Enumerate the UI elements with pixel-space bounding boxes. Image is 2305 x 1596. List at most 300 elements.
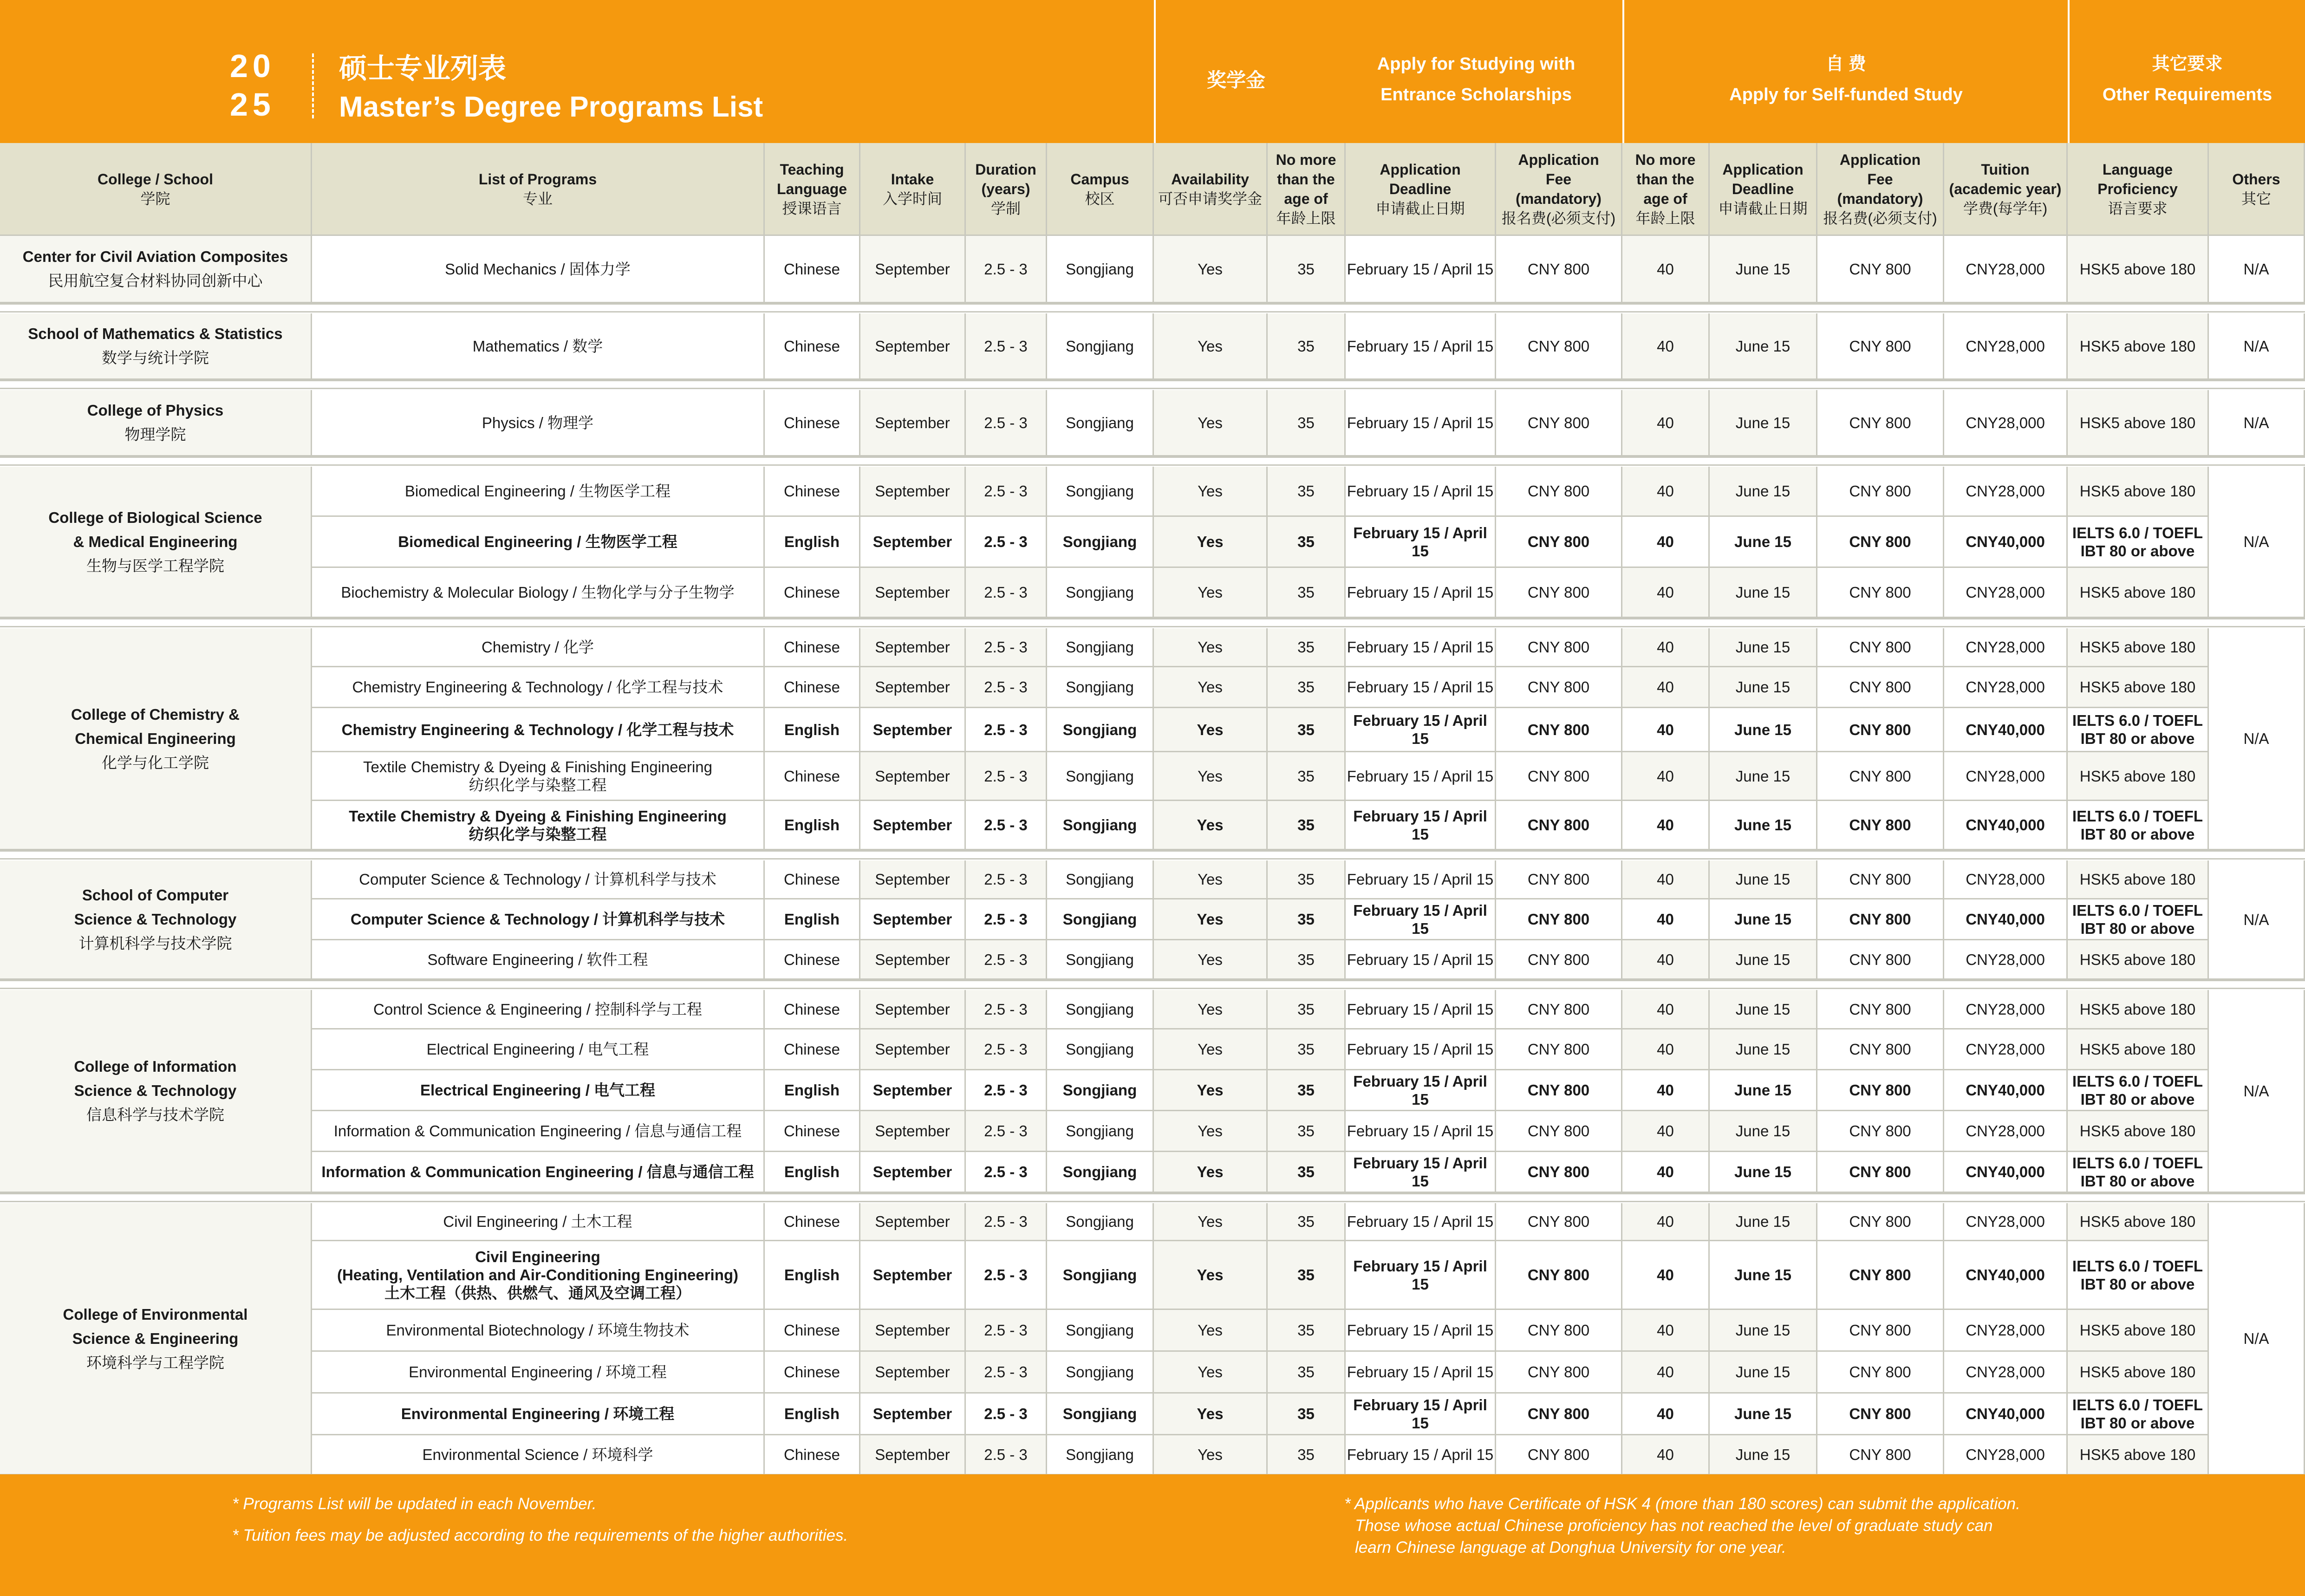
selffunded-deadline-cell: June 15 [1710,752,1817,801]
program-cell: Textile Chemistry & Dyeing & Finishing Engineering 纺织化学与染整工程 [312,801,765,850]
column-header [0,143,312,236]
tuition-cell: CNY28,000 [1944,1352,2068,1394]
scholarship-deadline-cell: February 15 / April 15 [1346,236,1496,303]
selffunded-fee-cell: CNY 800 [1817,1203,1944,1241]
tuition-cell: CNY28,000 [1944,940,2068,980]
selffunded-fee-cell: CNY 800 [1817,1241,1944,1310]
scholarship-age-limit-cell: 35 [1268,899,1346,940]
college-name-cn: 生物与医学工程学院 [86,557,224,574]
scholarship-deadline-cell: February 15 / April 15 [1346,1111,1496,1152]
selffunded-fee-cell: CNY 800 [1817,517,1944,568]
duration-cell: 2.5 - 3 [966,940,1047,980]
tuition-cell: CNY28,000 [1944,990,2068,1029]
scholarship-age-limit-cell: 35 [1268,940,1346,980]
duration-cell: 2.5 - 3 [966,899,1047,940]
campus-cell: Songjiang [1047,1352,1154,1394]
selffunded-age-limit-cell: 40 [1622,940,1710,980]
selffunded-age-limit-cell: 40 [1622,1352,1710,1394]
group-separator [0,380,2305,389]
scholarship-fee-cell: CNY 800 [1496,1029,1622,1070]
college-name-en: College of Environmental Science & Engineering [63,1305,248,1347]
duration-cell: 2.5 - 3 [966,1241,1047,1310]
scholarship-deadline-cell: February 15 / April 15 [1346,1435,1496,1475]
scholarship-availability-cell: Yes [1154,517,1268,568]
group-separator [0,618,2305,627]
language-proficiency-cell: HSK5 above 180 [2068,1352,2209,1394]
teaching-language-cell: Chinese [765,628,860,667]
other-group-header [2070,0,2305,143]
column-header [966,143,1047,236]
column-header-en: Others [2232,170,2280,188]
scholarship-availability-cell: Yes [1154,1241,1268,1310]
selffunded-age-limit-cell: 40 [1622,801,1710,850]
language-proficiency-cell: HSK5 above 180 [2068,390,2209,456]
column-header-en: No more than the age of [1276,151,1336,207]
campus-cell: Songjiang [1047,236,1154,303]
others-cell: N/A [2209,390,2305,456]
selffunded-age-limit-cell: 40 [1622,628,1710,667]
selffunded-deadline-cell: June 15 [1710,1029,1817,1070]
intake-cell: September [860,390,966,456]
scholarship-age-limit-cell: 35 [1268,1435,1346,1475]
scholarship-availability-cell: Yes [1154,1352,1268,1394]
program-cell: Environmental Engineering / 环境工程 [312,1352,765,1394]
campus-cell: Songjiang [1047,708,1154,752]
column-header [1944,143,2068,236]
college-name-cell [0,390,312,456]
tuition-cell: CNY28,000 [1944,1203,2068,1241]
tuition-cell: CNY28,000 [1944,313,2068,380]
college-name-cell [0,990,312,1193]
tuition-cell: CNY28,000 [1944,568,2068,618]
column-header [312,143,765,236]
duration-cell: 2.5 - 3 [966,1111,1047,1152]
campus-cell: Songjiang [1047,860,1154,899]
selffunded-deadline-cell: June 15 [1710,1203,1817,1241]
duration-cell: 2.5 - 3 [966,1352,1047,1394]
college-name-cell [0,860,312,980]
selffunded-age-limit-cell: 40 [1622,860,1710,899]
scholarship-age-limit-cell: 35 [1268,1152,1346,1193]
language-proficiency-cell: HSK5 above 180 [2068,667,2209,708]
scholarship-deadline-cell: February 15 / April 15 [1346,390,1496,456]
selffunded-fee-cell: CNY 800 [1817,667,1944,708]
scholarship-deadline-cell: February 15 / April 15 [1346,708,1496,752]
scholarship-age-limit-cell: 35 [1268,708,1346,752]
column-header-cn: 学院 [140,190,170,207]
selffunded-age-limit-cell: 40 [1622,1111,1710,1152]
program-cell: Civil Engineering (Heating, Ventilation and Air-Conditioning Engineering) 土木工程（供热、供燃气、通风及空调工程） [312,1241,765,1310]
scholarship-age-limit-cell: 35 [1268,1203,1346,1241]
column-header-en: Application Deadline [1380,161,1461,197]
tuition-cell: CNY40,000 [1944,1070,2068,1111]
selffunded-fee-cell: CNY 800 [1817,1435,1944,1475]
college-name-en: School of Computer Science & Technology [74,886,237,928]
scholarship-fee-cell: CNY 800 [1496,628,1622,667]
footer-banner [0,1474,2305,1596]
scholarship-fee-cell: CNY 800 [1496,752,1622,801]
college-name-en: College of Physics [87,402,224,419]
college-name-cn: 化学与化工学院 [102,754,209,771]
selffunded-deadline-cell: June 15 [1710,1394,1817,1435]
scholarship-deadline-cell: February 15 / April 15 [1346,313,1496,380]
scholarship-age-limit-cell: 35 [1268,801,1346,850]
scholarship-availability-cell: Yes [1154,236,1268,303]
other-title-cn: 其它要求 [2152,54,2223,74]
scholarship-fee-cell: CNY 800 [1496,568,1622,618]
scholarship-deadline-cell: February 15 / April 15 [1346,628,1496,667]
selffunded-deadline-cell: June 15 [1710,1241,1817,1310]
program-cell: Chemistry Engineering & Technology / 化学工程与技术 [312,708,765,752]
footer-note: * Applicants who have Certificate of HSK 4 (more than 180 scores) can submit the application. [1344,1495,2020,1513]
scholarship-availability-cell: Yes [1154,1111,1268,1152]
duration-cell: 2.5 - 3 [966,667,1047,708]
selffunded-age-limit-cell: 40 [1622,568,1710,618]
scholarship-age-limit-cell: 35 [1268,313,1346,380]
duration-cell: 2.5 - 3 [966,752,1047,801]
program-cell: Physics / 物理学 [312,390,765,456]
scholarship-deadline-cell: February 15 / April 15 [1346,517,1496,568]
selffunded-fee-cell: CNY 800 [1817,236,1944,303]
selffunded-deadline-cell: June 15 [1710,1152,1817,1193]
tuition-cell: CNY28,000 [1944,628,2068,667]
teaching-language-cell: Chinese [765,1203,860,1241]
program-cell: Environmental Science / 环境科学 [312,1435,765,1475]
title-divider [312,53,314,118]
selffunded-deadline-cell: June 15 [1710,1310,1817,1352]
language-proficiency-cell: HSK5 above 180 [2068,1203,2209,1241]
intake-cell: September [860,752,966,801]
intake-cell: September [860,628,966,667]
others-cell: N/A [2209,1203,2305,1475]
teaching-language-cell: English [765,801,860,850]
language-proficiency-cell: IELTS 6.0 / TOEFL IBT 80 or above [2068,1241,2209,1310]
selffunded-deadline-cell: June 15 [1710,517,1817,568]
tuition-cell: CNY40,000 [1944,1394,2068,1435]
selffunded-fee-cell: CNY 800 [1817,940,1944,980]
column-header [2209,143,2305,236]
college-name-cell [0,628,312,850]
teaching-language-cell: Chinese [765,1111,860,1152]
selffunded-age-limit-cell: 40 [1622,1241,1710,1310]
selffunded-age-limit-cell: 40 [1622,1152,1710,1193]
column-header-en: Language Proficiency [2097,161,2178,197]
column-header-en: Teaching Language [776,161,847,197]
scholarship-fee-cell: CNY 800 [1496,1070,1622,1111]
scholarship-availability-cell: Yes [1154,313,1268,380]
campus-cell: Songjiang [1047,1029,1154,1070]
intake-cell: September [860,1070,966,1111]
intake-cell: September [860,708,966,752]
column-header [860,143,966,236]
college-name-en: College of Biological Science & Medical Engineering [48,508,262,550]
selffunded-fee-cell: CNY 800 [1817,628,1944,667]
scholarship-age-limit-cell: 35 [1268,568,1346,618]
selffunded-deadline-cell: June 15 [1710,390,1817,456]
scholarship-availability-cell: Yes [1154,667,1268,708]
scholarship-age-limit-cell: 35 [1268,1241,1346,1310]
college-name-en: College of Chemistry & Chemical Engineering [71,705,240,747]
campus-cell: Songjiang [1047,313,1154,380]
scholarship-fee-cell: CNY 800 [1496,990,1622,1029]
selffunded-age-limit-cell: 40 [1622,990,1710,1029]
program-cell: Electrical Engineering / 电气工程 [312,1029,765,1070]
selffunded-fee-cell: CNY 800 [1817,467,1944,517]
duration-cell: 2.5 - 3 [966,1203,1047,1241]
scholarship-fee-cell: CNY 800 [1496,860,1622,899]
selffunded-age-limit-cell: 40 [1622,1203,1710,1241]
scholarship-fee-cell: CNY 800 [1496,1241,1622,1310]
selffunded-fee-cell: CNY 800 [1817,1111,1944,1152]
language-proficiency-cell: HSK5 above 180 [2068,990,2209,1029]
college-name-en: School of Mathematics & Statistics [28,325,283,342]
tuition-cell: CNY40,000 [1944,899,2068,940]
campus-cell: Songjiang [1047,940,1154,980]
selffunded-deadline-cell: June 15 [1710,801,1817,850]
college-name-cn: 信息科学与技术学院 [86,1106,224,1123]
duration-cell: 2.5 - 3 [966,1029,1047,1070]
column-header [765,143,860,236]
college-name-cell [0,236,312,303]
campus-cell: Songjiang [1047,899,1154,940]
scholarship-availability-cell: Yes [1154,390,1268,456]
campus-cell: Songjiang [1047,1152,1154,1193]
scholarship-availability-cell: Yes [1154,1029,1268,1070]
duration-cell: 2.5 - 3 [966,628,1047,667]
teaching-language-cell: Chinese [765,860,860,899]
scholarship-fee-cell: CNY 800 [1496,899,1622,940]
others-cell: N/A [2209,860,2305,980]
college-name-cn: 数学与统计学院 [102,349,209,366]
scholarship-age-limit-cell: 35 [1268,990,1346,1029]
scholarship-availability-cell: Yes [1154,1152,1268,1193]
page-title: Master’s Degree Programs List [339,91,763,123]
college-name-en: Center for Civil Aviation Composites [22,248,288,265]
language-proficiency-cell: HSK5 above 180 [2068,752,2209,801]
teaching-language-cell: English [765,517,860,568]
intake-cell: September [860,517,966,568]
scholarship-fee-cell: CNY 800 [1496,467,1622,517]
column-header-en: Campus [1070,170,1129,188]
selffunded-fee-cell: CNY 800 [1817,390,1944,456]
column-header-en: List of Programs [478,170,597,188]
tuition-cell: CNY40,000 [1944,517,2068,568]
column-header-cn: 入学时间 [882,190,942,207]
scholarship-age-limit-cell: 35 [1268,517,1346,568]
scholarship-deadline-cell: February 15 / April 15 [1346,860,1496,899]
duration-cell: 2.5 - 3 [966,236,1047,303]
others-cell: N/A [2209,628,2305,850]
scholarship-deadline-cell: February 15 / April 15 [1346,1070,1496,1111]
selffunded-deadline-cell: June 15 [1710,940,1817,980]
scholarship-availability-cell: Yes [1154,1203,1268,1241]
column-header-en: Intake [891,170,934,188]
scholarship-age-limit-cell: 35 [1268,667,1346,708]
program-cell: Computer Science & Technology / 计算机科学与技术 [312,899,765,940]
college-name-cell [0,1203,312,1475]
college-name-en: College of Information Science & Technology [74,1058,237,1099]
selffunded-fee-cell: CNY 800 [1817,752,1944,801]
selffunded-age-limit-cell: 40 [1622,899,1710,940]
scholarship-availability-cell: Yes [1154,860,1268,899]
campus-cell: Songjiang [1047,467,1154,517]
scholarship-availability-cell: Yes [1154,568,1268,618]
campus-cell: Songjiang [1047,1111,1154,1152]
scholarship-deadline-cell: February 15 / April 15 [1346,1310,1496,1352]
selffunded-age-limit-cell: 40 [1622,313,1710,380]
selffunded-fee-cell: CNY 800 [1817,708,1944,752]
selffunded-deadline-cell: June 15 [1710,236,1817,303]
column-header-cn: 报名费(必须支付) [1501,209,1616,227]
duration-cell: 2.5 - 3 [966,801,1047,850]
group-separator [0,1193,2305,1202]
language-proficiency-cell: IELTS 6.0 / TOEFL IBT 80 or above [2068,801,2209,850]
column-header-cn: 学制 [990,200,1021,217]
program-cell: Biomedical Engineering / 生物医学工程 [312,467,765,517]
tuition-cell: CNY28,000 [1944,1310,2068,1352]
campus-cell: Songjiang [1047,1203,1154,1241]
column-header-en: Application Deadline [1722,161,1804,197]
scholarship-group-header [1156,0,1622,143]
duration-cell: 2.5 - 3 [966,860,1047,899]
program-cell: Textile Chemistry & Dyeing & Finishing Engineering 纺织化学与染整工程 [312,752,765,801]
selffunded-age-limit-cell: 40 [1622,1029,1710,1070]
scholarship-age-limit-cell: 35 [1268,1111,1346,1152]
scholarship-fee-cell: CNY 800 [1496,801,1622,850]
program-cell: Mathematics / 数学 [312,313,765,380]
group-separator [0,980,2305,989]
tuition-cell: CNY40,000 [1944,1152,2068,1193]
teaching-language-cell: Chinese [765,1352,860,1394]
campus-cell: Songjiang [1047,1435,1154,1475]
column-header [1622,143,1710,236]
teaching-language-cell: Chinese [765,1435,860,1475]
duration-cell: 2.5 - 3 [966,708,1047,752]
column-header-en: No more than the age of [1635,151,1696,207]
selffunded-deadline-cell: June 15 [1710,1111,1817,1152]
duration-cell: 2.5 - 3 [966,1152,1047,1193]
language-proficiency-cell: HSK5 above 180 [2068,940,2209,980]
scholarship-fee-cell: CNY 800 [1496,517,1622,568]
selffunded-fee-cell: CNY 800 [1817,313,1944,380]
program-cell: Chemistry Engineering & Technology / 化学工程与技术 [312,667,765,708]
selffunded-deadline-cell: June 15 [1710,568,1817,618]
language-proficiency-cell: HSK5 above 180 [2068,1029,2209,1070]
selffunded-fee-cell: CNY 800 [1817,801,1944,850]
selffunded-deadline-cell: June 15 [1710,467,1817,517]
year-top: 20 [230,48,275,84]
selffunded-deadline-cell: June 15 [1710,1352,1817,1394]
scholarship-availability-cell: Yes [1154,801,1268,850]
tuition-cell: CNY40,000 [1944,801,2068,850]
duration-cell: 2.5 - 3 [966,1394,1047,1435]
scholarship-availability-cell: Yes [1154,467,1268,517]
column-header-cn: 年龄上限 [1276,209,1336,227]
program-cell: Biomedical Engineering / 生物医学工程 [312,517,765,568]
scholarship-availability-cell: Yes [1154,752,1268,801]
language-proficiency-cell: HSK5 above 180 [2068,568,2209,618]
college-name-cn: 民用航空复合材料协同创新中心 [48,272,263,289]
column-header-cn: 授课语言 [782,200,842,217]
tuition-cell: CNY28,000 [1944,752,2068,801]
scholarship-availability-cell: Yes [1154,899,1268,940]
scholarship-deadline-cell: February 15 / April 15 [1346,1152,1496,1193]
scholarship-fee-cell: CNY 800 [1496,1152,1622,1193]
language-proficiency-cell: IELTS 6.0 / TOEFL IBT 80 or above [2068,1394,2209,1435]
selffunded-fee-cell: CNY 800 [1817,568,1944,618]
column-header [2068,143,2209,236]
intake-cell: September [860,1310,966,1352]
column-header-cn: 其它 [2241,190,2271,207]
selffunded-title-cn: 自 费 [1826,54,1866,74]
column-header [1817,143,1944,236]
intake-cell: September [860,801,966,850]
other-title-en: Other Requirements [2102,85,2272,104]
intake-cell: September [860,940,966,980]
group-separator [0,850,2305,860]
selffunded-fee-cell: CNY 800 [1817,990,1944,1029]
group-separator [0,456,2305,466]
column-header-en: Duration (years) [975,161,1036,197]
teaching-language-cell: English [765,899,860,940]
tuition-cell: CNY28,000 [1944,1111,2068,1152]
selffunded-fee-cell: CNY 800 [1817,1070,1944,1111]
tuition-cell: CNY28,000 [1944,390,2068,456]
teaching-language-cell: English [765,708,860,752]
column-header [1047,143,1154,236]
college-name-cell [0,467,312,618]
others-cell: N/A [2209,990,2305,1193]
campus-cell: Songjiang [1047,1310,1154,1352]
scholarship-fee-cell: CNY 800 [1496,667,1622,708]
selffunded-fee-cell: CNY 800 [1817,1029,1944,1070]
program-cell: Environmental Engineering / 环境工程 [312,1394,765,1435]
column-header-en: College / School [98,170,213,188]
intake-cell: September [860,1029,966,1070]
year-bottom: 25 [230,86,275,123]
column-header-cn: 申请截止日期 [1375,200,1465,217]
scholarship-fee-cell: CNY 800 [1496,1394,1622,1435]
teaching-language-cell: Chinese [765,568,860,618]
selffunded-fee-cell: CNY 800 [1817,1352,1944,1394]
scholarship-fee-cell: CNY 800 [1496,236,1622,303]
program-cell: Civil Engineering / 土木工程 [312,1203,765,1241]
column-header-cn: 专业 [522,190,553,207]
selffunded-age-limit-cell: 40 [1622,1394,1710,1435]
program-cell: Control Science & Engineering / 控制科学与工程 [312,990,765,1029]
language-proficiency-cell: IELTS 6.0 / TOEFL IBT 80 or above [2068,1070,2209,1111]
teaching-language-cell: Chinese [765,390,860,456]
column-header [1154,143,1268,236]
intake-cell: September [860,1394,966,1435]
program-cell: Biochemistry & Molecular Biology / 生物化学与分子生物学 [312,568,765,618]
scholarship-availability-cell: Yes [1154,1435,1268,1475]
campus-cell: Songjiang [1047,1394,1154,1435]
scholarship-deadline-cell: February 15 / April 15 [1346,940,1496,980]
scholarship-age-limit-cell: 35 [1268,860,1346,899]
duration-cell: 2.5 - 3 [966,517,1047,568]
selffunded-fee-cell: CNY 800 [1817,860,1944,899]
scholarship-deadline-cell: February 15 / April 15 [1346,467,1496,517]
intake-cell: September [860,667,966,708]
program-cell: Solid Mechanics / 固体力学 [312,236,765,303]
selffunded-age-limit-cell: 40 [1622,708,1710,752]
intake-cell: September [860,1352,966,1394]
scholarship-availability-cell: Yes [1154,1310,1268,1352]
column-header [1496,143,1622,236]
program-cell: Software Engineering / 软件工程 [312,940,765,980]
others-cell: N/A [2209,236,2305,303]
